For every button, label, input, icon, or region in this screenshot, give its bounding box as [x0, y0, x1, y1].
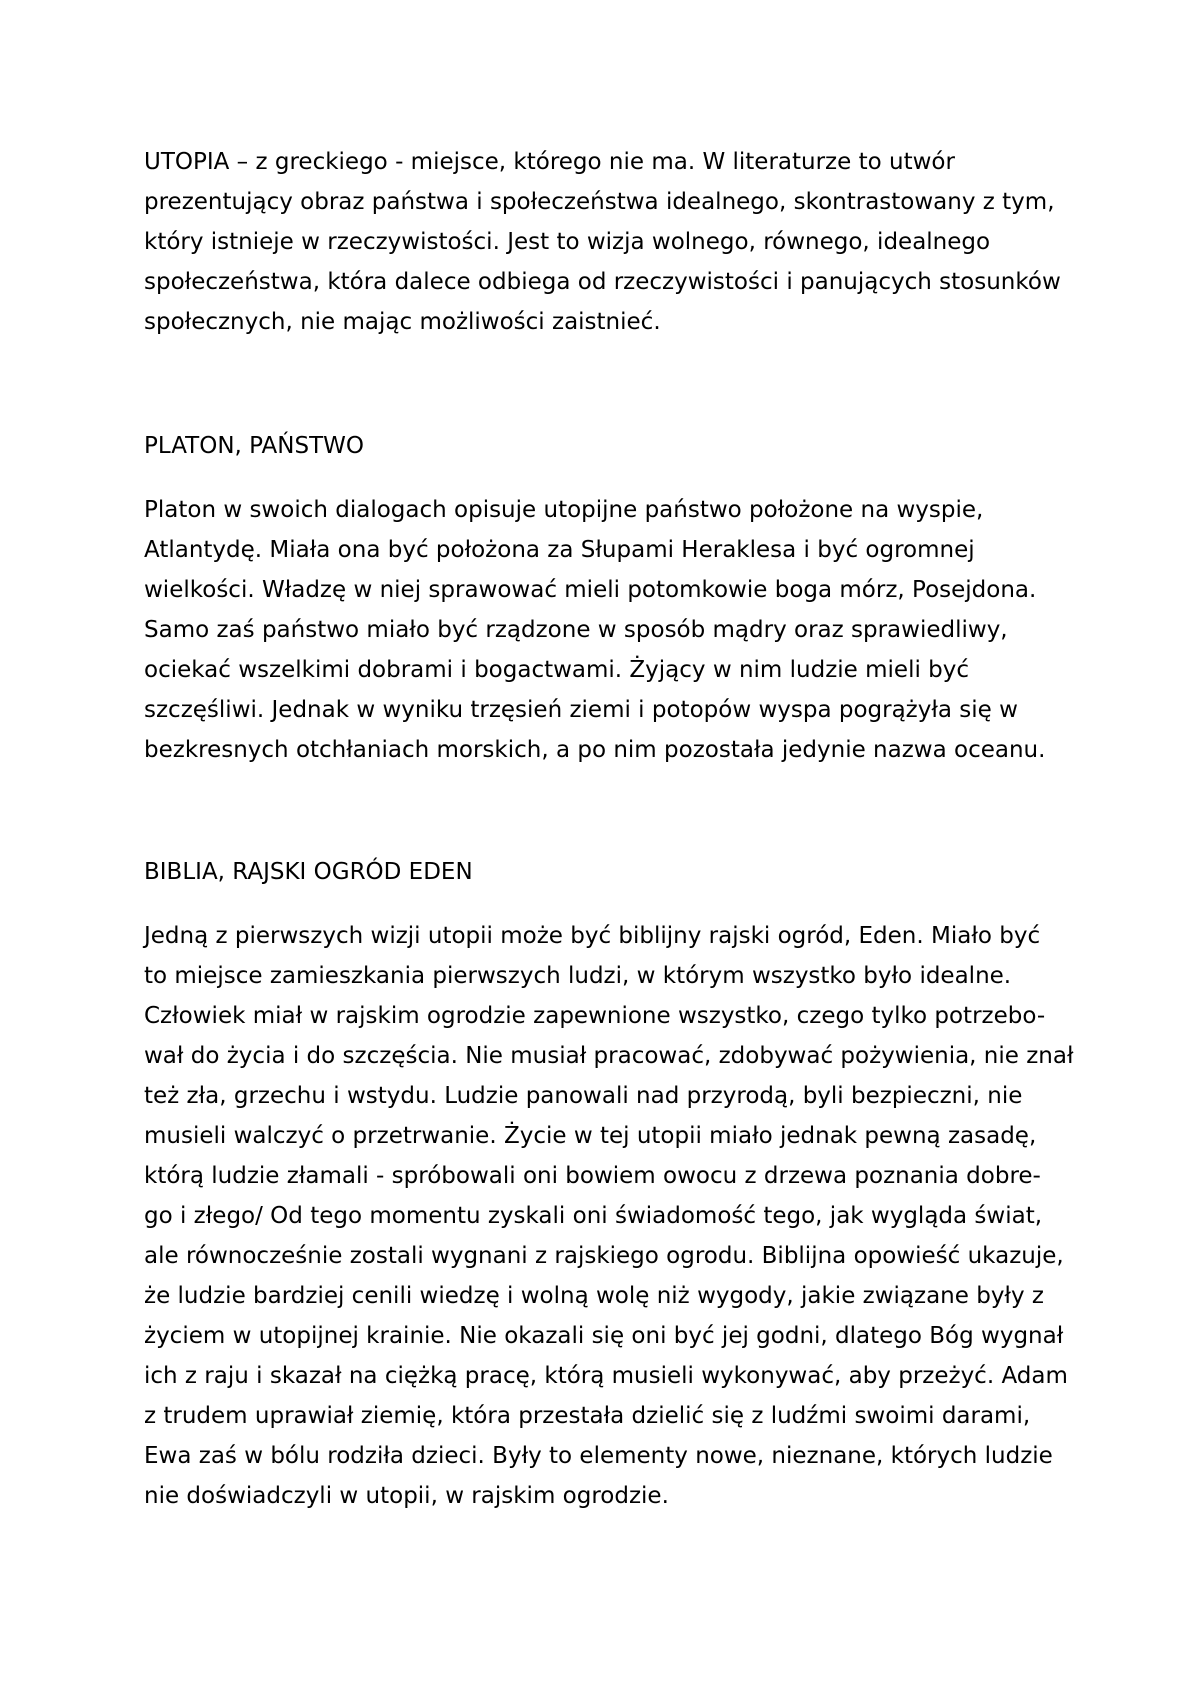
- paragraph-line: to miejsce zamieszkania pierwszych ludzi, w którym wszystko było idealne.: [144, 963, 1012, 989]
- paragraph-line: wielkości. Władzę w niej sprawować mieli potomkowie boga mórz, Posejdona.: [144, 577, 1037, 603]
- paragraph-line: wał do życia i do szczęścia. Nie musiał pracować, zdobywać pożywienia, nie znał: [144, 1043, 1074, 1069]
- section-heading-biblia: [144, 852, 1074, 892]
- paragraph-line: UTOPIA – z greckiego - miejsce, którego nie ma. W literaturze to utwór: [144, 149, 955, 175]
- paragraph-line: który istnieje w rzeczywistości. Jest to wizja wolnego, równego, idealnego: [144, 229, 991, 255]
- paragraph-line: ociekać wszelkimi dobrami i bogactwami. Żyjący w nim ludzie mieli być: [144, 657, 970, 683]
- heading-text: PLATON, PAŃSTWO: [144, 433, 364, 459]
- paragraph-line: Człowiek miał w rajskim ogrodzie zapewnione wszystko, czego tylko potrzebo-: [144, 1003, 1046, 1029]
- paragraph-line: którą ludzie złamali - spróbowali oni bowiem owocu z drzewa poznania dobre-: [144, 1163, 1041, 1189]
- paragraph-line: prezentujący obraz państwa i społeczeństwa idealnego, skontrastowany z tym,: [144, 189, 1055, 215]
- paragraph-line: Ewa zaś w bólu rodziła dzieci. Były to elementy nowe, nieznane, których ludzie: [144, 1443, 1053, 1469]
- paragraph-line: społeczeństwa, która dalece odbiega od rzeczywistości i panujących stosunków: [144, 269, 1061, 295]
- paragraph-line: szczęśliwi. Jednak w wyniku trzęsień ziemi i potopów wyspa pogrążyła się w: [144, 697, 1018, 723]
- paragraph-line: go i złego/ Od tego momentu zyskali oni świadomość tego, jak wygląda świat,: [144, 1203, 1043, 1229]
- heading-text: BIBLIA, RAJSKI OGRÓD EDEN: [144, 859, 473, 885]
- section-heading-platon: [144, 426, 1074, 466]
- paragraph-line: z trudem uprawiał ziemię, która przestała dzielić się z ludźmi swoimi darami,: [144, 1403, 1031, 1429]
- paragraph-line: ale równocześnie zostali wygnani z rajskiego ogrodu. Biblijna opowieść ukazuje,: [144, 1243, 1064, 1269]
- paragraph-line: bezkresnych otchłaniach morskich, a po nim pozostała jedynie nazwa oceanu.: [144, 737, 1046, 763]
- platon-paragraph: [144, 490, 1074, 770]
- paragraph-line: nie doświadczyli w utopii, w rajskim ogrodzie.: [144, 1483, 669, 1509]
- paragraph-line: życiem w utopijnej krainie. Nie okazali się oni być jej godni, dlatego Bóg wygnał: [144, 1323, 1064, 1349]
- paragraph-line: Platon w swoich dialogach opisuje utopijne państwo położone na wyspie,: [144, 497, 984, 523]
- biblia-paragraph: [144, 916, 1074, 1516]
- paragraph-line: ich z raju i skazał na ciężką pracę, którą musieli wykonywać, aby przeżyć. Adam: [144, 1363, 1068, 1389]
- paragraph-line: Jedną z pierwszych wizji utopii może być biblijny rajski ogród, Eden. Miało być: [144, 923, 1041, 949]
- paragraph-line: że ludzie bardziej cenili wiedzę i wolną wolę niż wygody, jakie związane były z: [144, 1283, 1044, 1309]
- paragraph-line: społecznych, nie mając możliwości zaistnieć.: [144, 309, 661, 335]
- paragraph-line: musieli walczyć o przetrwanie. Życie w tej utopii miało jednak pewną zasadę,: [144, 1123, 1037, 1149]
- paragraph-line: Atlantydę. Miała ona być położona za Słupami Heraklesa i być ogromnej: [144, 537, 975, 563]
- paragraph-line: też zła, grzechu i wstydu. Ludzie panowali nad przyrodą, byli bezpieczni, nie: [144, 1083, 1023, 1109]
- paragraph-line: Samo zaś państwo miało być rządzone w sposób mądry oraz sprawiedliwy,: [144, 617, 1008, 643]
- intro-paragraph: [144, 142, 1074, 342]
